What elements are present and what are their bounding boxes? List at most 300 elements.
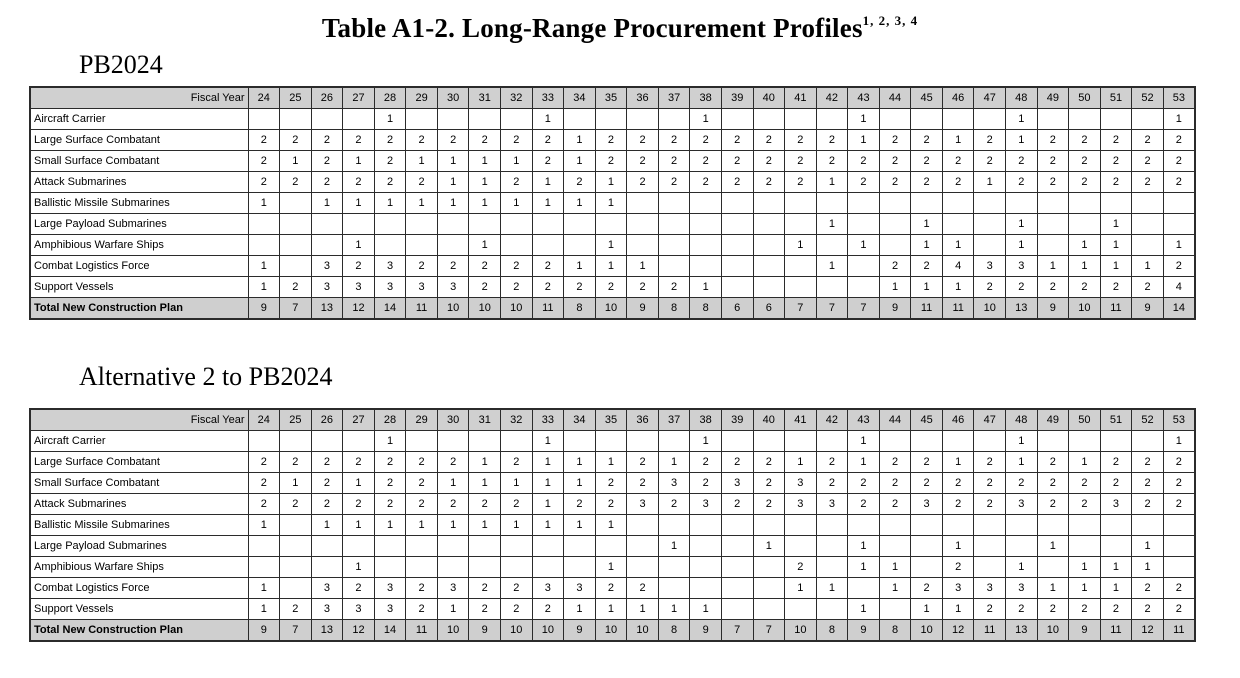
table-cell (280, 214, 312, 235)
total-cell: 7 (848, 298, 880, 320)
title-footnote-refs: 1, 2, 3, 4 (862, 13, 919, 28)
table-cell (1037, 193, 1069, 214)
table-cell: 1 (469, 193, 501, 214)
table-cell: 2 (974, 599, 1006, 620)
total-cell: 7 (721, 620, 753, 642)
table-cell: 2 (721, 172, 753, 193)
fiscal-year-header-cell: 46 (942, 87, 974, 109)
total-cell: 6 (721, 298, 753, 320)
total-cell: 9 (848, 620, 880, 642)
table-cell: 3 (1006, 578, 1038, 599)
table-cell: 1 (564, 130, 596, 151)
table-cell (374, 557, 406, 578)
table-cell: 1 (816, 578, 848, 599)
table-cell: 2 (974, 473, 1006, 494)
table-cell (437, 431, 469, 452)
table-row (30, 214, 1195, 235)
table-cell (343, 431, 375, 452)
table-cell: 2 (1132, 130, 1164, 151)
table-row (30, 193, 1195, 214)
table-cell: 2 (501, 578, 533, 599)
table-cell: 2 (753, 494, 785, 515)
total-cell: 12 (942, 620, 974, 642)
table-cell: 1 (248, 578, 280, 599)
table-row (30, 151, 1195, 172)
table-cell: 2 (658, 277, 690, 298)
table-cell (848, 193, 880, 214)
table-cell: 2 (911, 151, 943, 172)
row-label: Large Payload Submarines (30, 536, 248, 557)
table-cell: 2 (1132, 151, 1164, 172)
table-cell: 2 (469, 599, 501, 620)
fiscal-year-header-cell: 37 (658, 409, 690, 431)
fiscal-year-header-cell: 41 (785, 87, 817, 109)
table-cell (974, 515, 1006, 536)
procurement-table-alternative-2 (29, 408, 1196, 642)
fiscal-year-header-cell: 51 (1100, 409, 1132, 431)
table-cell (532, 214, 564, 235)
table-cell: 2 (532, 277, 564, 298)
table-cell (469, 536, 501, 557)
total-cell: 10 (595, 620, 627, 642)
table-cell (311, 431, 343, 452)
table-cell (879, 515, 911, 536)
table-cell: 1 (248, 193, 280, 214)
total-cell: 9 (564, 620, 596, 642)
table-cell: 1 (501, 193, 533, 214)
table-cell (658, 214, 690, 235)
table-cell: 1 (1006, 557, 1038, 578)
table-cell (848, 277, 880, 298)
table-cell: 3 (1006, 256, 1038, 277)
table-cell: 2 (1163, 452, 1195, 473)
table-cell: 2 (942, 151, 974, 172)
table-cell: 1 (690, 599, 722, 620)
table-cell: 1 (1069, 452, 1101, 473)
fiscal-year-header-cell: 25 (280, 87, 312, 109)
table-cell: 2 (658, 172, 690, 193)
table-cell: 1 (343, 557, 375, 578)
table-cell: 1 (437, 473, 469, 494)
fiscal-year-header-cell: 50 (1069, 409, 1101, 431)
table-cell (848, 256, 880, 277)
table-cell: 2 (1037, 494, 1069, 515)
table-cell: 2 (248, 172, 280, 193)
table-cell: 1 (564, 599, 596, 620)
total-cell: 8 (816, 620, 848, 642)
table-cell: 3 (374, 256, 406, 277)
table-cell: 2 (816, 130, 848, 151)
fiscal-year-header-cell: 31 (469, 87, 501, 109)
table-cell: 2 (1132, 172, 1164, 193)
fiscal-year-header-row (30, 87, 1195, 109)
table-cell (532, 536, 564, 557)
fiscal-year-header-cell: 30 (437, 409, 469, 431)
table-cell (816, 557, 848, 578)
table-cell: 2 (1100, 473, 1132, 494)
fiscal-year-header-cell: 43 (848, 409, 880, 431)
total-cell: 7 (753, 620, 785, 642)
table-cell (437, 235, 469, 256)
table-cell (658, 256, 690, 277)
row-label: Attack Submarines (30, 172, 248, 193)
table-cell (816, 109, 848, 130)
table-cell: 1 (1006, 214, 1038, 235)
table-cell: 1 (911, 277, 943, 298)
table-cell (721, 599, 753, 620)
table-cell (879, 431, 911, 452)
table-cell: 2 (1163, 494, 1195, 515)
fiscal-year-header-cell: 29 (406, 409, 438, 431)
table-cell (248, 557, 280, 578)
table-cell: 1 (848, 130, 880, 151)
table-cell (280, 557, 312, 578)
table-cell: 1 (1132, 557, 1164, 578)
table-cell: 2 (1132, 578, 1164, 599)
table-cell (816, 277, 848, 298)
table-cell (1132, 235, 1164, 256)
table-cell (721, 536, 753, 557)
table-cell: 3 (343, 599, 375, 620)
table-cell: 2 (879, 494, 911, 515)
total-cell: 9 (1037, 298, 1069, 320)
table-cell (406, 235, 438, 256)
table-cell (1100, 193, 1132, 214)
table-cell: 3 (1100, 494, 1132, 515)
fiscal-year-header-cell: 32 (501, 87, 533, 109)
row-label: Aircraft Carrier (30, 109, 248, 130)
table-cell: 2 (627, 578, 659, 599)
procurement-table-pb2024 (29, 86, 1196, 320)
fiscal-year-header-cell: 42 (816, 87, 848, 109)
table-cell (785, 109, 817, 130)
total-cell: 11 (1163, 620, 1195, 642)
table-row (30, 473, 1195, 494)
table-cell: 1 (658, 599, 690, 620)
table-cell (595, 431, 627, 452)
table-cell: 2 (627, 473, 659, 494)
total-cell: 10 (501, 298, 533, 320)
table-cell: 2 (311, 130, 343, 151)
table-cell (627, 515, 659, 536)
total-cell: 13 (311, 298, 343, 320)
table-cell (911, 515, 943, 536)
fiscal-year-header-row (30, 409, 1195, 431)
table-cell: 1 (595, 599, 627, 620)
table-cell: 2 (564, 494, 596, 515)
table-row (30, 256, 1195, 277)
table-cell: 1 (501, 515, 533, 536)
table-cell: 2 (1006, 599, 1038, 620)
total-row (30, 620, 1195, 642)
table-cell: 3 (437, 277, 469, 298)
table-cell (816, 193, 848, 214)
table-cell: 2 (848, 473, 880, 494)
table-cell (1006, 536, 1038, 557)
table-cell: 1 (595, 256, 627, 277)
row-label: Amphibious Warfare Ships (30, 557, 248, 578)
table-cell (532, 557, 564, 578)
table-cell: 1 (1006, 235, 1038, 256)
table-cell: 1 (1100, 578, 1132, 599)
table-cell: 1 (1100, 557, 1132, 578)
table-cell (501, 536, 533, 557)
table-cell (911, 557, 943, 578)
fiscal-year-header-cell: 36 (627, 87, 659, 109)
table-cell: 1 (785, 235, 817, 256)
table-cell (753, 193, 785, 214)
fiscal-year-header-cell: 26 (311, 87, 343, 109)
table-cell (753, 557, 785, 578)
table-cell (1006, 515, 1038, 536)
table-cell: 1 (532, 494, 564, 515)
table-cell: 1 (1037, 256, 1069, 277)
table-cell: 2 (721, 452, 753, 473)
table-cell: 1 (816, 172, 848, 193)
table-cell: 1 (942, 130, 974, 151)
table-row (30, 578, 1195, 599)
table-row (30, 431, 1195, 452)
row-label: Combat Logistics Force (30, 256, 248, 277)
table-cell (785, 515, 817, 536)
table-cell: 2 (1037, 473, 1069, 494)
table-cell: 2 (721, 494, 753, 515)
fiscal-year-header-cell: 24 (248, 87, 280, 109)
total-cell: 10 (1037, 620, 1069, 642)
table-cell (690, 536, 722, 557)
table-cell: 2 (532, 130, 564, 151)
table-cell: 2 (1037, 172, 1069, 193)
table-cell: 2 (564, 277, 596, 298)
table-cell: 1 (627, 256, 659, 277)
fiscal-year-header-cell: 28 (374, 87, 406, 109)
table-cell: 1 (343, 193, 375, 214)
table-cell: 3 (785, 494, 817, 515)
table-cell: 1 (911, 214, 943, 235)
table-cell: 1 (532, 172, 564, 193)
table-cell: 2 (627, 452, 659, 473)
table-cell: 2 (1163, 172, 1195, 193)
table-cell: 2 (848, 494, 880, 515)
table-cell (785, 536, 817, 557)
table-cell: 1 (374, 109, 406, 130)
table-cell (690, 235, 722, 256)
table-cell (879, 193, 911, 214)
table-cell: 2 (437, 452, 469, 473)
table-row (30, 172, 1195, 193)
table-cell (785, 277, 817, 298)
row-label: Attack Submarines (30, 494, 248, 515)
fiscal-year-header-cell: 33 (532, 409, 564, 431)
total-cell: 8 (564, 298, 596, 320)
table-cell: 2 (1100, 172, 1132, 193)
table-cell: 1 (942, 277, 974, 298)
table-cell: 3 (942, 578, 974, 599)
table-cell: 3 (658, 473, 690, 494)
table-cell (879, 214, 911, 235)
table-cell: 2 (848, 172, 880, 193)
table-cell: 1 (1006, 452, 1038, 473)
table-cell: 1 (311, 193, 343, 214)
table-cell (406, 214, 438, 235)
table-cell: 2 (311, 473, 343, 494)
table-cell: 2 (248, 473, 280, 494)
table-cell: 1 (532, 193, 564, 214)
table-cell: 1 (343, 515, 375, 536)
table-cell (1069, 214, 1101, 235)
fiscal-year-header-cell: 28 (374, 409, 406, 431)
table-cell (690, 578, 722, 599)
table-cell: 2 (911, 256, 943, 277)
fiscal-year-header-cell: 45 (911, 87, 943, 109)
table-cell: 2 (753, 172, 785, 193)
fiscal-year-header-cell: 34 (564, 87, 596, 109)
table-cell (248, 235, 280, 256)
table-cell: 2 (1100, 277, 1132, 298)
total-cell: 11 (406, 298, 438, 320)
table-cell (942, 431, 974, 452)
total-cell: 13 (311, 620, 343, 642)
table-cell (1037, 557, 1069, 578)
table-cell: 2 (879, 151, 911, 172)
table-cell: 2 (1037, 599, 1069, 620)
fiscal-year-header-cell: 48 (1006, 409, 1038, 431)
table-cell (501, 235, 533, 256)
table-row (30, 109, 1195, 130)
table-cell: 2 (406, 452, 438, 473)
table-cell: 2 (1006, 151, 1038, 172)
total-row-label: Total New Construction Plan (30, 298, 248, 320)
table-cell: 2 (1069, 599, 1101, 620)
table-cell: 2 (1132, 473, 1164, 494)
section-heading-alternative-2: Alternative 2 to PB2024 (79, 362, 333, 391)
table-cell: 2 (1100, 599, 1132, 620)
table-cell: 2 (1163, 256, 1195, 277)
row-label: Aircraft Carrier (30, 431, 248, 452)
table-cell: 3 (437, 578, 469, 599)
total-cell: 7 (785, 298, 817, 320)
table-row (30, 599, 1195, 620)
table-cell: 2 (437, 256, 469, 277)
table-cell (280, 431, 312, 452)
table-cell: 2 (690, 452, 722, 473)
table-cell (564, 557, 596, 578)
table-cell (1132, 515, 1164, 536)
fiscal-year-header-cell: 49 (1037, 409, 1069, 431)
total-cell: 11 (1100, 298, 1132, 320)
table-cell: 1 (1132, 536, 1164, 557)
table-cell: 1 (406, 151, 438, 172)
table-cell: 2 (974, 151, 1006, 172)
table-cell: 1 (343, 473, 375, 494)
table-cell: 3 (785, 473, 817, 494)
table-cell: 1 (879, 277, 911, 298)
table-cell: 2 (1163, 473, 1195, 494)
row-label: Combat Logistics Force (30, 578, 248, 599)
table-cell (848, 214, 880, 235)
total-cell: 14 (1163, 298, 1195, 320)
table-cell (848, 515, 880, 536)
table-cell: 2 (1132, 599, 1164, 620)
total-cell: 11 (911, 298, 943, 320)
table-cell (658, 578, 690, 599)
table-cell (248, 431, 280, 452)
table-cell: 3 (532, 578, 564, 599)
table-cell (248, 214, 280, 235)
table-row (30, 494, 1195, 515)
fiscal-year-header-cell: 45 (911, 409, 943, 431)
table-cell: 2 (1037, 277, 1069, 298)
fiscal-year-header-cell: 43 (848, 87, 880, 109)
table-cell: 1 (469, 151, 501, 172)
table-cell: 2 (501, 277, 533, 298)
table-cell (437, 214, 469, 235)
table-cell: 2 (658, 494, 690, 515)
table-cell: 2 (501, 130, 533, 151)
table-row (30, 536, 1195, 557)
fiscal-year-header-cell: 49 (1037, 87, 1069, 109)
table-cell (753, 109, 785, 130)
table-cell: 2 (374, 473, 406, 494)
table-cell: 1 (1006, 109, 1038, 130)
total-cell: 11 (942, 298, 974, 320)
table-cell: 1 (595, 557, 627, 578)
table-cell: 2 (469, 494, 501, 515)
table-cell: 2 (595, 494, 627, 515)
total-cell: 10 (627, 620, 659, 642)
table-cell: 2 (1100, 151, 1132, 172)
table-cell: 2 (469, 277, 501, 298)
total-cell: 10 (437, 620, 469, 642)
table-cell: 2 (343, 452, 375, 473)
table-cell: 2 (437, 494, 469, 515)
table-cell: 2 (1163, 578, 1195, 599)
table-cell: 2 (1037, 452, 1069, 473)
table-cell: 2 (1132, 494, 1164, 515)
table-cell (1100, 109, 1132, 130)
table-cell: 3 (1006, 494, 1038, 515)
table-cell: 1 (280, 473, 312, 494)
table-cell: 2 (1163, 130, 1195, 151)
table-cell: 2 (501, 599, 533, 620)
table-cell: 2 (1132, 452, 1164, 473)
table-cell: 2 (848, 151, 880, 172)
table-cell (564, 214, 596, 235)
table-cell: 1 (311, 515, 343, 536)
table-cell (1037, 235, 1069, 256)
table-cell: 2 (1037, 130, 1069, 151)
table-cell (627, 109, 659, 130)
table-cell: 1 (469, 452, 501, 473)
table-cell: 2 (690, 473, 722, 494)
table-cell: 2 (721, 130, 753, 151)
table-cell: 2 (1069, 494, 1101, 515)
table-cell (437, 557, 469, 578)
fiscal-year-header-cell: 34 (564, 409, 596, 431)
table-row (30, 452, 1195, 473)
row-label: Large Surface Combatant (30, 130, 248, 151)
table-cell: 2 (1006, 277, 1038, 298)
table-cell: 1 (564, 515, 596, 536)
table-cell (753, 277, 785, 298)
table-cell (1132, 431, 1164, 452)
fiscal-year-header-cell: 32 (501, 409, 533, 431)
table-cell (974, 557, 1006, 578)
table-cell: 1 (942, 452, 974, 473)
fiscal-year-header-cell: 39 (721, 87, 753, 109)
table-cell: 1 (564, 151, 596, 172)
table-cell: 3 (690, 494, 722, 515)
